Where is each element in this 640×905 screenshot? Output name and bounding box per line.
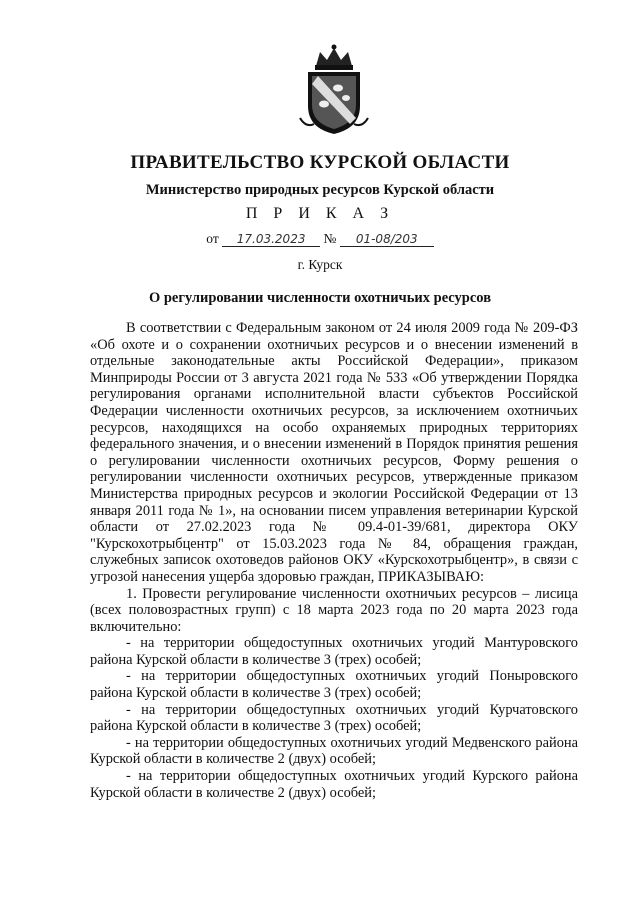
government-title: ПРАВИТЕЛЬСТВО КУРСКОЙ ОБЛАСТИ	[130, 152, 510, 173]
coat-of-arms-icon	[294, 44, 374, 136]
list-item: - на территории общедоступных охотничьих угодий Медвенского района Курской области в количестве 2 (двух) особей;	[90, 734, 578, 768]
number-prefix: №	[323, 231, 337, 246]
list-item: - на территории общедоступных охотничьих угодий Курского района Курской области в количестве 2 (двух) особей;	[90, 768, 578, 801]
document-type: П Р И К А З	[245, 205, 395, 222]
document-body	[90, 320, 578, 801]
ministry-name: Министерство природных ресурсов Курской области	[145, 182, 495, 198]
date-prefix: от	[206, 231, 219, 246]
document-subject: О регулировании численности охотничьих ресурсов	[148, 290, 492, 306]
list-item: - на территории общедоступных охотничьих угодий Поныровского района Курской области в количестве 3 (трех) особей;	[90, 668, 578, 702]
date-number-line	[0, 231, 640, 247]
city: г. Курск	[297, 257, 343, 272]
list-item: - на территории общедоступных охотничьих угодий Курчатовского района Курской области в количестве 3 (трех) особей;	[90, 701, 578, 735]
preamble-paragraph: В соответствии с Федеральным законом от 24 июля 2009 года № 209-ФЗ «Об охоте и о сохранении охотничьих ресурсов и о внесении изменений в отдельные законодательные акты Российской Федерации», приказом Минприроды России от 3 августа 2021 года № 533 «Об утверждении Порядка регулирования органами исполнительной власти субъектов Российской Федерации численности охотничьих ресурсов, за исключением охотничьих ресурсов, находящихся на особо охраняемых природных территориях федерального значения, и о внесении изменений в Порядок принятия решения о регулировании численности охотничьих ресурсов, Форму решения о регулировании численности охотничьих ресурсов, утвержденные приказом Министерства природных ресурсов и экологии Российской Федерации от 13 января 2011 года № 1», на основании писем управления ветеринарии Курской области от 27.02.2023 года № 09.4-01-39/681, директора ОКУ "Курскохотрыбцентр" от 15.03.2023 года № 84, обращения граждан, служебных записок охотоведов районов ОКУ «Курскохотрыбцентр», в связи с угрозой нанесения ущерба здоровью граждан, ПРИКАЗЫВАЮ:	[90, 320, 578, 585]
order-date: 17.03.2023	[222, 232, 320, 247]
list-item: - на территории общедоступных охотничьих угодий Мантуровского района Курской области в количестве 3 (трех) особей;	[90, 635, 578, 668]
clause-1-paragraph: 1. Провести регулирование численности охотничьих ресурсов – лисица (всех половозрастных групп) с 18 марта 2023 года по 20 марта 2023 года включительно:	[90, 585, 578, 635]
order-number: 01-08/203	[340, 232, 434, 247]
